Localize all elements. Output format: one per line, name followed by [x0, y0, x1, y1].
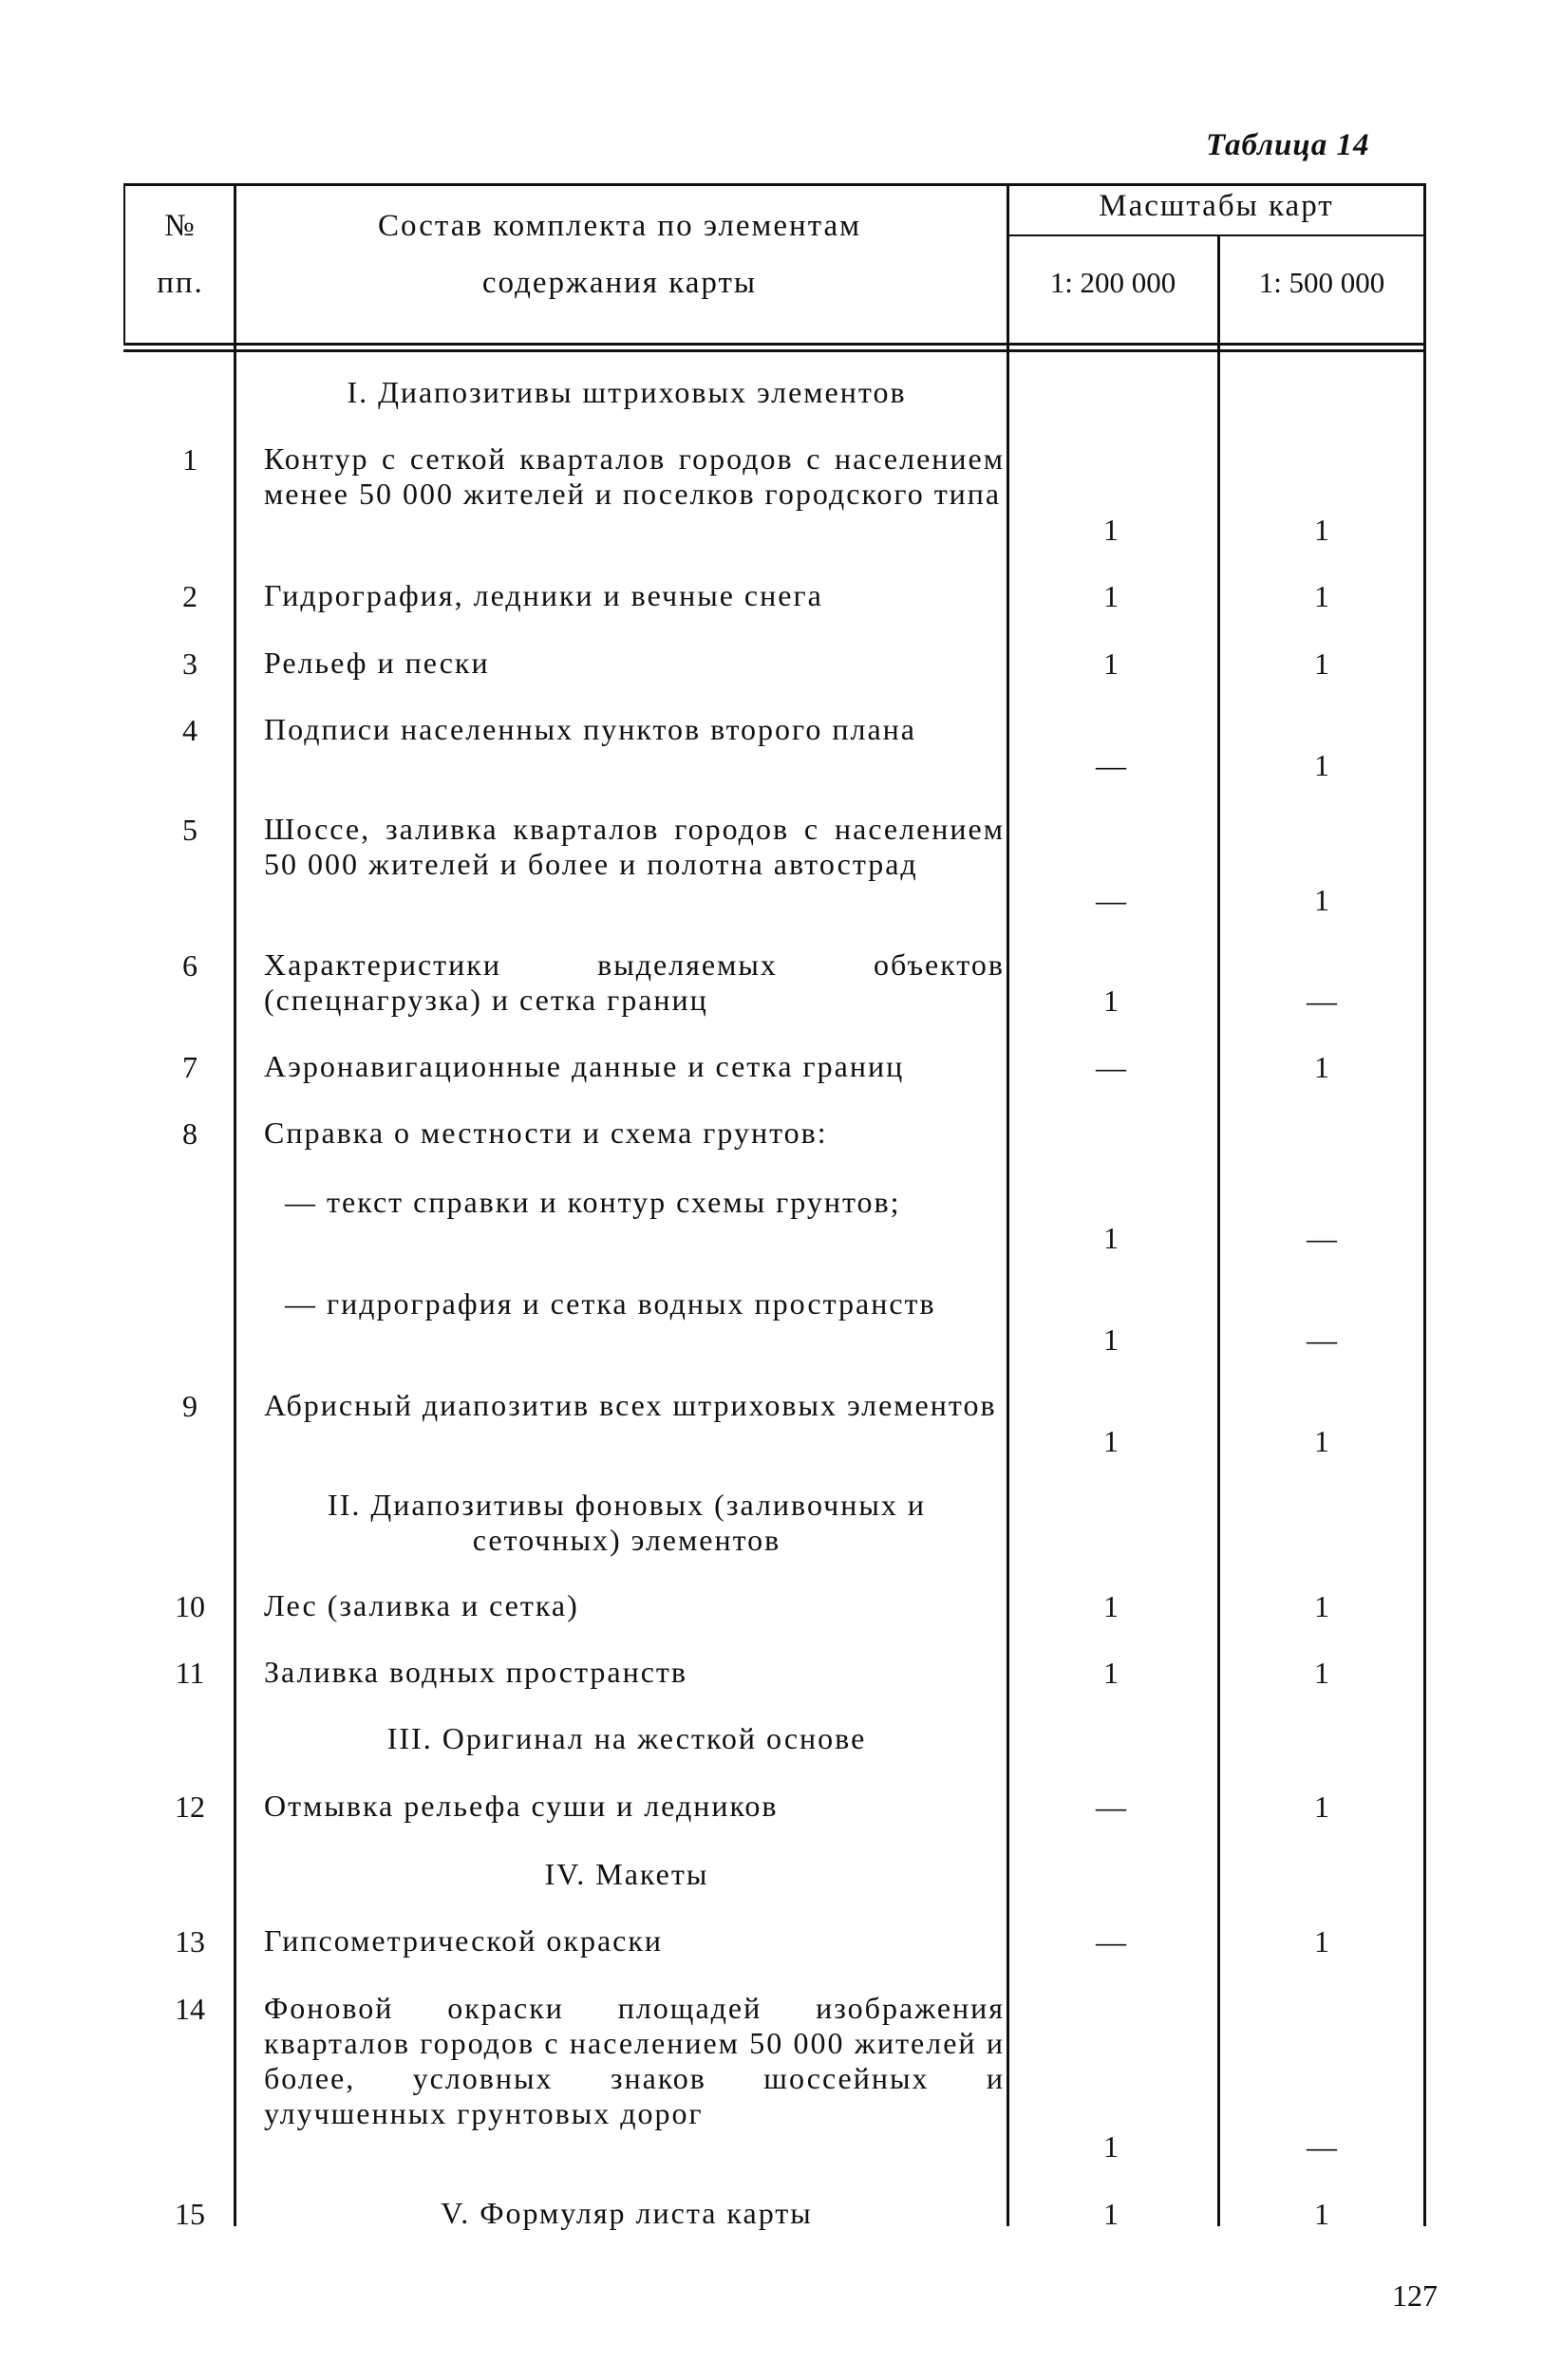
- row-text: Фоновой окраски площадей изображения кварталов городов с населением 50 000 жителей и более, условных знаков шоссейных и улучшенных грунтовых дорог: [264, 1991, 1005, 2130]
- section-title: V. Формуляр листа карты: [441, 2196, 813, 2230]
- row-number: 6: [182, 948, 198, 983]
- scale1-value: 1: [1103, 1424, 1119, 1458]
- scale1-value: 1: [1103, 1221, 1119, 1255]
- table-caption: Таблица 14: [1206, 128, 1370, 162]
- row-text: Справка о местности и схема грунтов:: [264, 1115, 828, 1150]
- header-num-line1: №: [164, 209, 197, 243]
- scale2-value: —: [1307, 1322, 1337, 1357]
- scale1-value: —: [1096, 883, 1126, 917]
- row-text: Аэронавигационные данные и сетка границ: [264, 1049, 905, 1083]
- scale1-value: 1: [1103, 579, 1119, 613]
- row-number: 14: [175, 1992, 205, 2026]
- scale2-value: 1: [1314, 1790, 1329, 1824]
- row-text: Лес (заливка и сетка): [264, 1588, 579, 1622]
- scale1-value: 1: [1103, 513, 1119, 547]
- section-title: II. Диапозитивы фоновых (заливочных и сеточных) элементов: [328, 1488, 926, 1557]
- row-number: 8: [182, 1116, 198, 1151]
- row-text: Гипсометрической окраски: [264, 1923, 664, 1958]
- scale2-value: 1: [1314, 1656, 1329, 1690]
- header-scales-title: Масштабы карт: [1099, 189, 1334, 223]
- scale2-value: 1: [1314, 647, 1329, 681]
- row-number: 4: [182, 713, 198, 747]
- scale1-value: 1: [1103, 1322, 1119, 1357]
- row-text: — гидрография и сетка водных пространств: [285, 1286, 936, 1321]
- col-divider-num: [234, 185, 236, 2226]
- scale2-value: 1: [1314, 2197, 1329, 2231]
- header-scale-1: 1: 200 000: [1049, 266, 1176, 299]
- scale2-value: 1: [1314, 1424, 1329, 1458]
- col-divider-scale2: [1217, 234, 1220, 2226]
- header-num-line2: пп.: [157, 266, 204, 300]
- row-text: Отмывка рельефа суши и ледников: [264, 1789, 779, 1823]
- row-number: 11: [175, 1656, 205, 1690]
- scale1-value: —: [1096, 1050, 1126, 1084]
- row-number: 1: [182, 442, 198, 477]
- row-text: — текст справки и контур схемы грунтов;: [285, 1185, 901, 1219]
- table-right-border: [1423, 185, 1426, 2226]
- scale2-value: 1: [1314, 883, 1329, 917]
- row-text: Гидрография, ледники и вечные снега: [264, 578, 823, 612]
- scale2-value: —: [1307, 984, 1337, 1018]
- scale2-value: —: [1307, 2129, 1337, 2164]
- page-number: 127: [1392, 2278, 1438, 2313]
- header-bottom-border-double: [123, 349, 1426, 352]
- section-title: III. Оригинал на жесткой основе: [386, 1721, 867, 1755]
- scale2-value: 1: [1314, 1589, 1329, 1623]
- scale1-value: 1: [1103, 2197, 1119, 2231]
- row-number: 5: [182, 813, 198, 847]
- scale2-value: 1: [1314, 579, 1329, 613]
- header-bottom-border: [123, 343, 1426, 346]
- row-number: 3: [182, 647, 198, 681]
- row-text: Контур с сеткой кварталов городов с населением менее 50 000 жителей и поселков городского типа: [264, 441, 1005, 511]
- scale2-value: 1: [1314, 513, 1329, 547]
- scale1-value: —: [1096, 748, 1126, 782]
- scale1-value: 1: [1103, 1589, 1119, 1623]
- col-divider-scale1: [1007, 185, 1009, 2226]
- section-title: IV. Макеты: [544, 1857, 709, 1891]
- scale2-value: 1: [1314, 748, 1329, 782]
- scale2-value: 1: [1314, 1924, 1329, 1958]
- row-text: Рельеф и пески: [264, 646, 490, 680]
- row-text: Характеристики выделяемых объектов (спецнагрузка) и сетка границ: [264, 947, 1005, 1017]
- table-left-border-top: [123, 185, 125, 345]
- scale1-value: 1: [1103, 1656, 1119, 1690]
- row-number: 2: [182, 579, 198, 613]
- scale1-value: 1: [1103, 2129, 1119, 2164]
- row-number: 13: [175, 1924, 205, 1958]
- scales-divider: [1007, 234, 1426, 236]
- row-number: 15: [175, 2197, 205, 2231]
- header-content-line1: Состав комплекта по элементам: [377, 209, 862, 243]
- scale1-value: 1: [1103, 647, 1119, 681]
- scale2-value: —: [1307, 1221, 1337, 1255]
- row-text: Шоссе, заливка кварталов городов с населением 50 000 жителей и более и полотна автострад: [264, 812, 1005, 881]
- row-number: 7: [182, 1050, 198, 1084]
- scale1-value: —: [1096, 1790, 1126, 1824]
- row-number: 12: [175, 1790, 205, 1824]
- row-number: 9: [182, 1389, 198, 1423]
- header-content-line2: содержания карты: [481, 266, 758, 300]
- row-text: Подписи населенных пунктов второго плана: [264, 712, 916, 746]
- header-scale-2: 1: 500 000: [1258, 266, 1385, 299]
- scale1-value: —: [1096, 1924, 1126, 1958]
- scale2-value: 1: [1314, 1050, 1329, 1084]
- scale1-value: 1: [1103, 984, 1119, 1018]
- row-number: 10: [175, 1589, 205, 1623]
- row-text: Заливка водных пространств: [264, 1655, 687, 1689]
- section-title: I. Диапозитивы штриховых элементов: [347, 375, 907, 409]
- row-text: Абрисный диапозитив всех штриховых элементов: [264, 1388, 997, 1422]
